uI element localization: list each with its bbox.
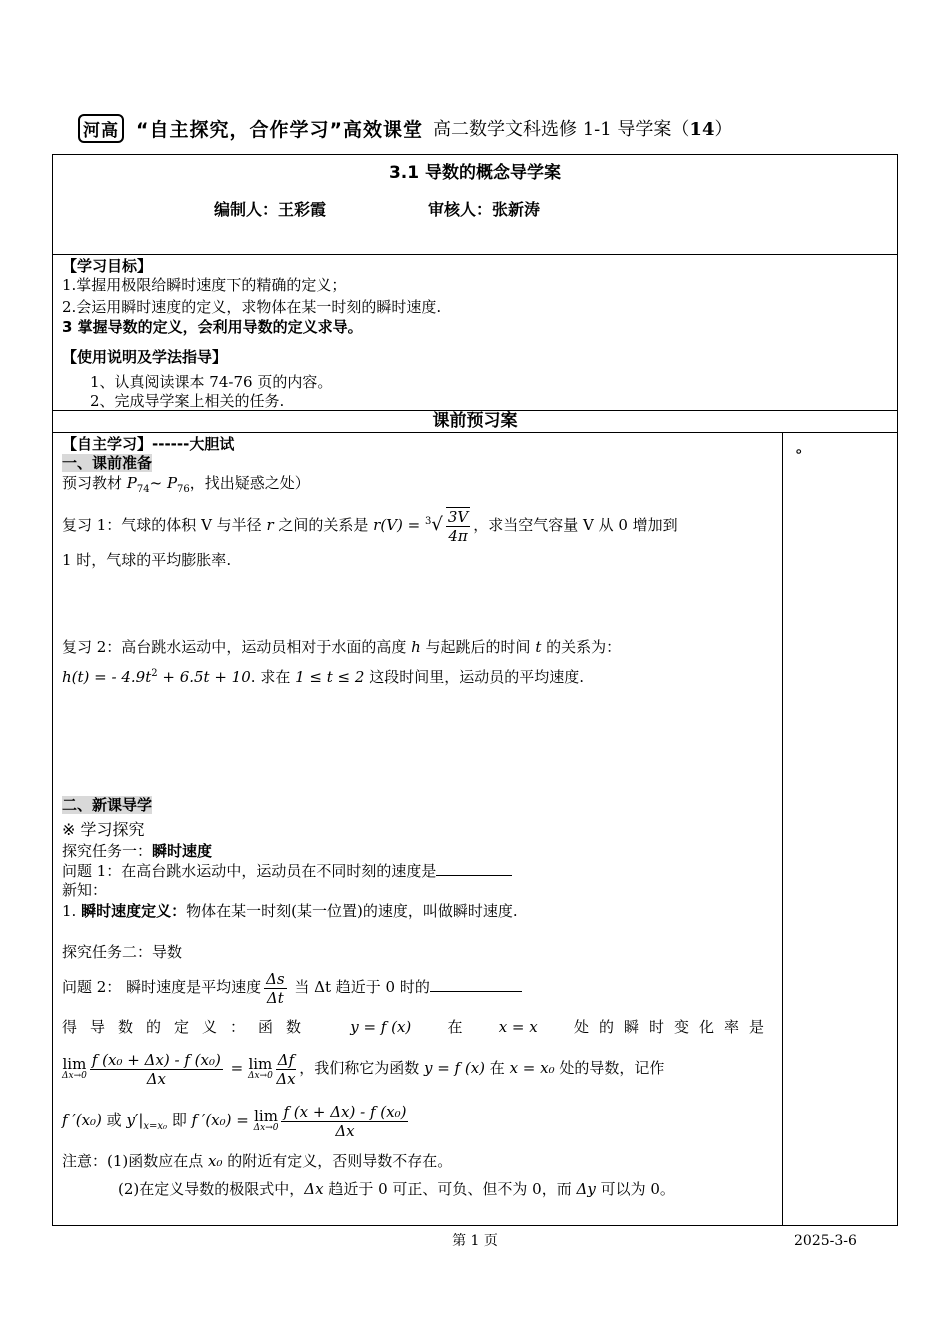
- explore-heading: ※ 学习探究: [62, 820, 145, 839]
- derivative-definition-line: 得导数的定义：函数 y = f (x) 在 x = x 处的瞬时变化率是: [62, 1018, 774, 1036]
- divider-section: [52, 432, 898, 433]
- note-1: 注意：(1)函数应在点 x₀ 的附近有定义，否则导数不存在。: [62, 1152, 453, 1170]
- question-1: 问题 1：在高台跳水运动中，运动员在不同时刻的速度是: [62, 861, 512, 881]
- note-2: (2)在定义导数的极限式中，Δx 趋近于 0 可正、可负、但不为 0，而 Δy 可以为 0。: [118, 1180, 675, 1198]
- answer-blank[interactable]: [436, 861, 512, 876]
- course-title: 高二数学文科选修 1-1 导学案（14）: [432, 119, 733, 140]
- part1-heading: 一、课前准备: [62, 454, 153, 472]
- derivative-notation-line: f ′(x₀) 或 $y'|_{x=x_0}$ 即 f ′(x₀) = lim Δx→0 $\frac{\text{f (x + Δx) - f (x₀)}}{\Delta x}$: [62, 1102, 407, 1140]
- page-number: 第 1 页: [452, 1233, 498, 1249]
- page-header: [78, 114, 732, 142]
- reviewer-label: 审核人：张新涛: [428, 200, 541, 219]
- divider-title: [52, 254, 898, 255]
- preview-text: 预习教材 $P_{74}\sim$ $P_{76}$，找出疑惑之处）: [62, 474, 310, 495]
- derivative-limit-line: lim Δx→0 $\frac{\text{f (x₀ + Δx) - f (x₀)}}{\Delta x}$ = lim Δx→0 $\frac{\Delta f}{\Delta x}$ ，我们称它为函数 y = f (x) 在 x = x₀ 处的导数，记作: [62, 1050, 665, 1088]
- goals-heading: 【学习目标】: [62, 257, 153, 275]
- doc-title: 3.1 导数的概念导学案: [388, 163, 562, 183]
- guide-item: 1、认真阅读课本 74-76 页的内容。: [90, 373, 333, 391]
- answer-blank[interactable]: [430, 977, 522, 992]
- task-2-heading: 探究任务二：导数: [62, 943, 183, 961]
- footer-date: 2025-3-6: [794, 1233, 857, 1249]
- side-mark: 。: [796, 438, 812, 456]
- goal-item: 3 掌握导数的定义，会利用导数的定义求导。: [62, 318, 363, 336]
- part2-heading: 二、新课导学: [62, 796, 153, 814]
- review-1-question: 复习 1：气球的体积 V 与半径 r 之间的关系是 r(V) = $^3$√ $\frac{3V}{4\pi}$ ，求当空气容量 V 从 0 增加到: [62, 508, 678, 545]
- editor-label: 编制人：王彩霞: [214, 200, 327, 219]
- instant-velocity-definition: 1. 瞬时速度定义：物体在某一时刻(某一位置)的速度，叫做瞬时速度.: [62, 902, 518, 920]
- section-title: 课前预习案: [432, 411, 518, 431]
- self-study-heading: 【自主学习】------大胆试: [62, 435, 235, 453]
- goal-item: 2.会运用瞬时速度的定义，求物体在某一时刻的瞬时速度.: [62, 298, 442, 316]
- divider-side-column: [782, 432, 783, 1226]
- header-slogan: “自主探究，合作学习”高效课堂: [136, 118, 423, 141]
- review-2-question: 复习 2：高台跳水运动中，运动员相对于水面的高度 h 与起跳后的时间 t 的关系为：: [62, 638, 622, 656]
- new-knowledge-label: 新知：: [62, 881, 108, 899]
- guide-heading: 【使用说明及学法指导】: [62, 348, 228, 366]
- task-1-heading: 探究任务一：瞬时速度: [62, 842, 213, 860]
- goal-item: 1.掌握用极限给瞬时速度下的精确的定义；: [62, 276, 347, 294]
- school-logo: 河高: [78, 114, 124, 143]
- review-2-formula: h(t) = - $4.9t^2 + 6.5t + 10$. 求在 1 ≤ t ≤ 2 这段时间里，运动员的平均速度.: [62, 668, 584, 686]
- review-1-line2: 1 时，气球的平均膨胀率.: [62, 551, 232, 569]
- question-2: 问题 2： 瞬时速度是平均速度 $\frac{\Delta s}{\Delta t}$ 当 Δt 趋近于 0 时的: [62, 964, 522, 1010]
- guide-item: 2、完成导学案上相关的任务.: [90, 392, 285, 410]
